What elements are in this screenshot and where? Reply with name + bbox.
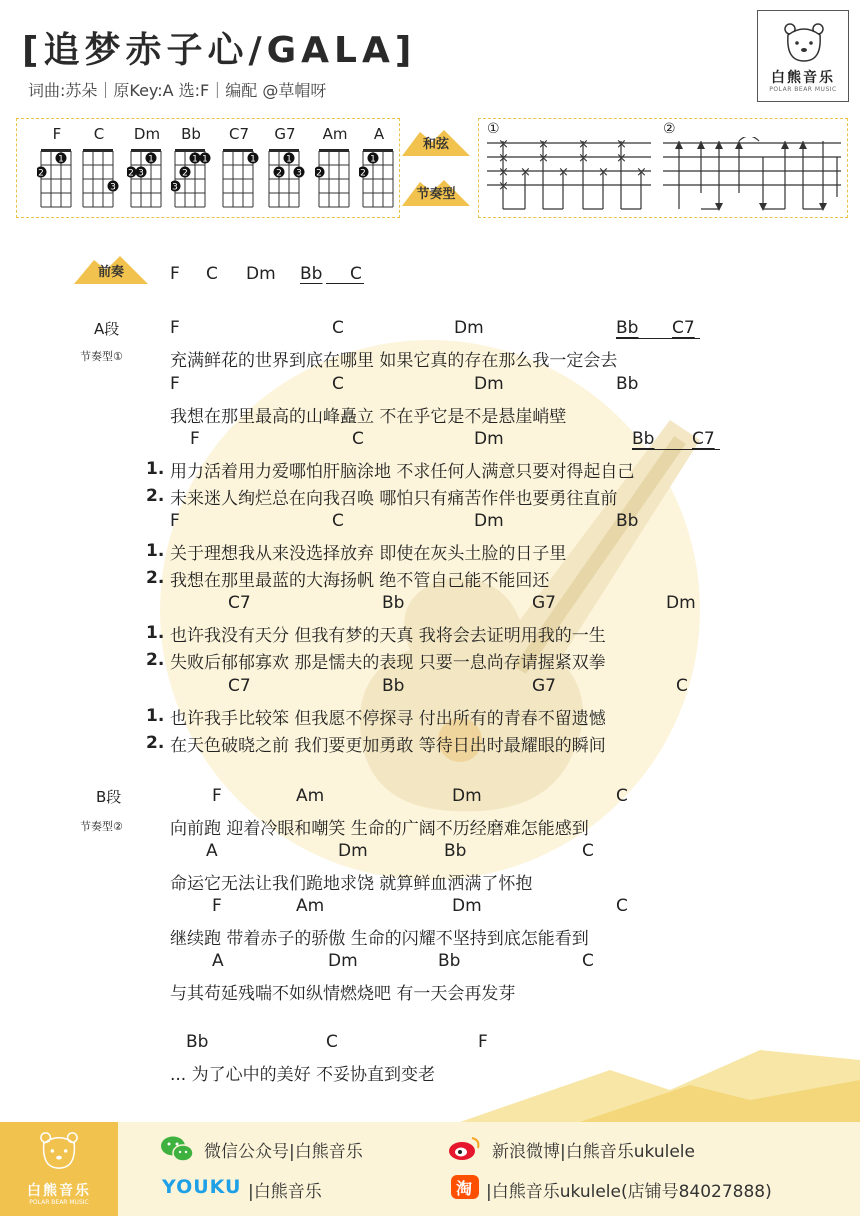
svg-text:×: × xyxy=(498,179,509,194)
chord-diagram xyxy=(127,147,167,211)
finger-dot xyxy=(368,153,379,165)
chord-row xyxy=(0,786,860,810)
chord: Bb xyxy=(186,1032,209,1052)
verse-number: 1. xyxy=(146,541,165,561)
chord: Dm xyxy=(452,896,482,916)
chord-name: C7 xyxy=(228,125,250,143)
rhythm-notation xyxy=(487,137,843,215)
chord: Dm xyxy=(474,429,504,449)
pattern1-label: ① xyxy=(487,121,500,137)
chord: Bb xyxy=(632,429,655,449)
svg-text:×: × xyxy=(498,165,509,180)
verse-number: 1. xyxy=(146,706,165,726)
finger-dot xyxy=(284,153,295,165)
svg-text:×: × xyxy=(538,137,549,152)
chord: C7 xyxy=(228,593,251,613)
youku-icon[interactable]: YOUKU xyxy=(162,1176,242,1198)
chord-chart xyxy=(16,118,400,218)
lyric-line: 也许我手比较笨 但我愿不停探寻 付出所有的青春不留遗憾 xyxy=(170,709,606,729)
finger-dot xyxy=(127,167,137,179)
chord: C xyxy=(206,264,218,284)
chord-diagram xyxy=(359,147,399,211)
verse-number: 2. xyxy=(146,733,165,753)
finger-dot xyxy=(146,153,157,165)
lyric-line: 充满鲜花的世界到底在哪里 如果它真的存在那么我一定会去 xyxy=(170,351,618,371)
svg-text:2: 2 xyxy=(316,168,322,179)
chord: Dm xyxy=(474,374,504,394)
svg-text:淘: 淘 xyxy=(456,1179,473,1198)
chord: Bb xyxy=(382,593,405,613)
chord-diagram xyxy=(79,147,119,211)
svg-text:×: × xyxy=(578,137,589,152)
svg-text:×: × xyxy=(616,137,627,152)
finger-dot xyxy=(359,167,369,179)
svg-text:1: 1 xyxy=(286,154,292,165)
section-a-pattern: 节奏型① xyxy=(80,350,123,363)
svg-text:×: × xyxy=(558,165,569,180)
intro-chords xyxy=(0,264,860,288)
chord: C xyxy=(332,374,344,394)
chord: C xyxy=(676,676,688,696)
chord: C xyxy=(332,318,344,338)
chord: Dm xyxy=(666,593,696,613)
chord: Dm xyxy=(246,264,276,284)
chord: C xyxy=(352,429,364,449)
outro-chords xyxy=(0,1032,860,1056)
chord: C xyxy=(582,951,594,971)
lyric-line: 未来迷人绚烂总在向我召唤 哪怕只有痛苦作伴也要勇往直前 xyxy=(170,489,618,509)
chord-badge-label: 和弦 xyxy=(422,137,449,152)
taobao-icon[interactable] xyxy=(450,1173,480,1201)
chord: G7 xyxy=(532,593,556,613)
chord-name: A xyxy=(373,125,385,143)
svg-text:3: 3 xyxy=(138,168,144,179)
finger-dot xyxy=(108,181,119,193)
svg-text:1: 1 xyxy=(148,154,154,165)
svg-text:×: × xyxy=(498,151,509,166)
song-meta: 词曲:苏朵｜原Key:A 选:F｜编配 @草帽呀 xyxy=(28,81,327,100)
verse-number: 1. xyxy=(146,623,165,643)
footer-brand-en: POLAR BEAR MUSIC xyxy=(29,1199,89,1206)
svg-text:2: 2 xyxy=(128,168,134,179)
verse-number: 1. xyxy=(146,459,165,479)
chord-diagram xyxy=(37,147,77,211)
chord: C7 xyxy=(672,318,695,338)
finger-dot xyxy=(37,167,47,179)
weibo-icon[interactable] xyxy=(448,1134,482,1162)
svg-text:×: × xyxy=(636,165,647,180)
chord: C xyxy=(326,1032,338,1052)
verse-number: 2. xyxy=(146,568,165,588)
svg-text:2: 2 xyxy=(182,168,188,179)
rhythm-badge xyxy=(400,176,472,208)
finger-dot xyxy=(190,153,201,165)
chord-row xyxy=(0,318,860,342)
wechat-icon[interactable] xyxy=(160,1135,194,1163)
chord: Bb xyxy=(444,841,467,861)
chord: F xyxy=(170,511,180,531)
lyric-line: 在天色破晓之前 我们要更加勇敢 等待日出时最耀眼的瞬间 xyxy=(170,736,606,756)
chord-name: Bb xyxy=(181,125,201,143)
lyric-line: 用力活着用力爱哪怕肝脑涂地 不求任何人满意只要对得起自己 xyxy=(170,462,635,482)
finger-dot xyxy=(56,153,67,165)
chord-diagram xyxy=(219,147,259,211)
chord-row xyxy=(0,429,860,453)
finger-dot xyxy=(180,167,191,179)
polar-bear-icon xyxy=(38,1130,80,1170)
weibo-account[interactable]: 新浪微博|白熊音乐ukulele xyxy=(492,1142,695,1162)
logo-subtitle: POLAR BEAR MUSIC xyxy=(769,86,837,93)
verse-number: 2. xyxy=(146,486,165,506)
chord: C xyxy=(616,786,628,806)
chord: Dm xyxy=(328,951,358,971)
chord-name: C xyxy=(93,125,105,143)
svg-text:3: 3 xyxy=(296,168,302,179)
finger-dot xyxy=(136,167,147,179)
outro-lyric: ... 为了心中的美好 不妥协直到变老 xyxy=(170,1065,436,1085)
chord-row xyxy=(0,374,860,398)
lyric-line: 与其苟延残喘不如纵情燃烧吧 有一天会再发芽 xyxy=(170,984,516,1004)
chord: F xyxy=(170,264,180,284)
chord: Am xyxy=(296,786,325,806)
chord-name: G7 xyxy=(274,125,296,143)
chord: Bb xyxy=(616,511,639,531)
lyric-line: 我想在那里最高的山峰矗立 不在乎它是不是悬崖峭壁 xyxy=(170,407,567,427)
svg-text:2: 2 xyxy=(276,168,282,179)
section-b-label: B段 xyxy=(96,788,122,806)
chord: Bb xyxy=(616,318,639,338)
svg-text:×: × xyxy=(616,151,627,166)
verse-number: 2. xyxy=(146,650,165,670)
chord-row xyxy=(0,511,860,535)
polar-bear-icon xyxy=(782,21,826,63)
lyric-line: 关于理想我从来没选择放弃 即使在灰头土脸的日子里 xyxy=(170,544,567,564)
chord: Am xyxy=(296,896,325,916)
chord: F xyxy=(212,896,222,916)
finger-dot xyxy=(315,167,325,179)
chord: C xyxy=(332,511,344,531)
chord: C xyxy=(350,264,362,284)
svg-text:2: 2 xyxy=(38,168,44,179)
chord: A xyxy=(206,841,218,861)
chord-name: Dm xyxy=(133,125,161,143)
lyric-line: 命运它无法让我们跪地求饶 就算鲜血洒满了怀抱 xyxy=(170,874,533,894)
taobao-account[interactable]: |白熊音乐ukulele(店铺号84027888) xyxy=(486,1182,772,1202)
lyric-line: 继续跑 带着赤子的骄傲 生命的闪耀不坚持到底怎能看到 xyxy=(170,929,589,949)
footer-brand-cn: 白熊音乐 xyxy=(27,1183,91,1199)
chord: F xyxy=(478,1032,488,1052)
svg-text:×: × xyxy=(598,165,609,180)
svg-text:×: × xyxy=(520,165,531,180)
svg-text:1: 1 xyxy=(58,154,64,165)
footer-brand xyxy=(0,1122,118,1216)
finger-dot xyxy=(248,153,259,165)
rhythm-patterns xyxy=(478,118,848,218)
chord: Dm xyxy=(452,786,482,806)
svg-text:1: 1 xyxy=(202,154,208,165)
svg-text:3: 3 xyxy=(110,182,116,193)
wechat-account[interactable]: 微信公众号|白熊音乐 xyxy=(204,1142,363,1162)
finger-dot xyxy=(200,153,211,165)
section-b-pattern: 节奏型② xyxy=(80,820,123,833)
chord-row xyxy=(0,593,860,617)
lyric-line: 失败后郁郁寡欢 那是懦夫的表现 只要一息尚存请握紧双拳 xyxy=(170,653,606,673)
svg-text:1: 1 xyxy=(370,154,376,165)
svg-text:3: 3 xyxy=(172,182,178,193)
chord-diagram xyxy=(315,147,355,211)
intro-label: 前奏 xyxy=(97,265,124,280)
chord: Bb xyxy=(300,264,323,284)
logo-title: 白熊音乐 xyxy=(771,70,835,86)
chord-diagram xyxy=(171,147,211,211)
chord: F xyxy=(190,429,200,449)
svg-text:1: 1 xyxy=(192,154,198,165)
svg-text:1: 1 xyxy=(250,154,256,165)
chord-name: Am xyxy=(322,125,348,143)
chord: F xyxy=(170,318,180,338)
svg-text:×: × xyxy=(578,151,589,166)
brand-logo xyxy=(757,10,849,102)
youku-account[interactable]: |白熊音乐 xyxy=(248,1182,322,1202)
chord-diagram xyxy=(265,147,305,211)
rhythm-badge-label: 节奏型 xyxy=(416,187,456,202)
chord: Bb xyxy=(438,951,461,971)
chord: C7 xyxy=(692,429,715,449)
chord-name: F xyxy=(52,125,62,143)
svg-text:×: × xyxy=(498,137,509,152)
section-a-label: A段 xyxy=(94,320,120,338)
chord-row xyxy=(0,841,860,865)
finger-dot xyxy=(294,167,305,179)
lyric-line: 也许我没有天分 但我有梦的天真 我将会去证明用我的一生 xyxy=(170,626,606,646)
pattern2-label: ② xyxy=(663,121,676,137)
chord: Dm xyxy=(474,511,504,531)
chord: Bb xyxy=(382,676,405,696)
chord: Dm xyxy=(454,318,484,338)
finger-dot xyxy=(274,167,285,179)
chord: F xyxy=(170,374,180,394)
svg-text:2: 2 xyxy=(360,168,366,179)
chord-row xyxy=(0,951,860,975)
chord: G7 xyxy=(532,676,556,696)
chord: C xyxy=(616,896,628,916)
finger-dot xyxy=(171,181,181,193)
chord: Bb xyxy=(616,374,639,394)
svg-text:×: × xyxy=(538,151,549,166)
lyric-line: 向前跑 迎着冷眼和嘲笑 生命的广阔不历经磨难怎能感到 xyxy=(170,819,589,839)
chord: C xyxy=(582,841,594,861)
chord: F xyxy=(212,786,222,806)
chord: C7 xyxy=(228,676,251,696)
chord: Dm xyxy=(338,841,368,861)
lyric-line: 我想在那里最蓝的大海扬帆 绝不管自己能不能回还 xyxy=(170,571,550,591)
chord: A xyxy=(212,951,224,971)
song-title: [追梦赤子心/GALA] xyxy=(22,30,417,71)
chord-row xyxy=(0,896,860,920)
chord-row xyxy=(0,676,860,700)
chord-badge xyxy=(400,126,472,158)
